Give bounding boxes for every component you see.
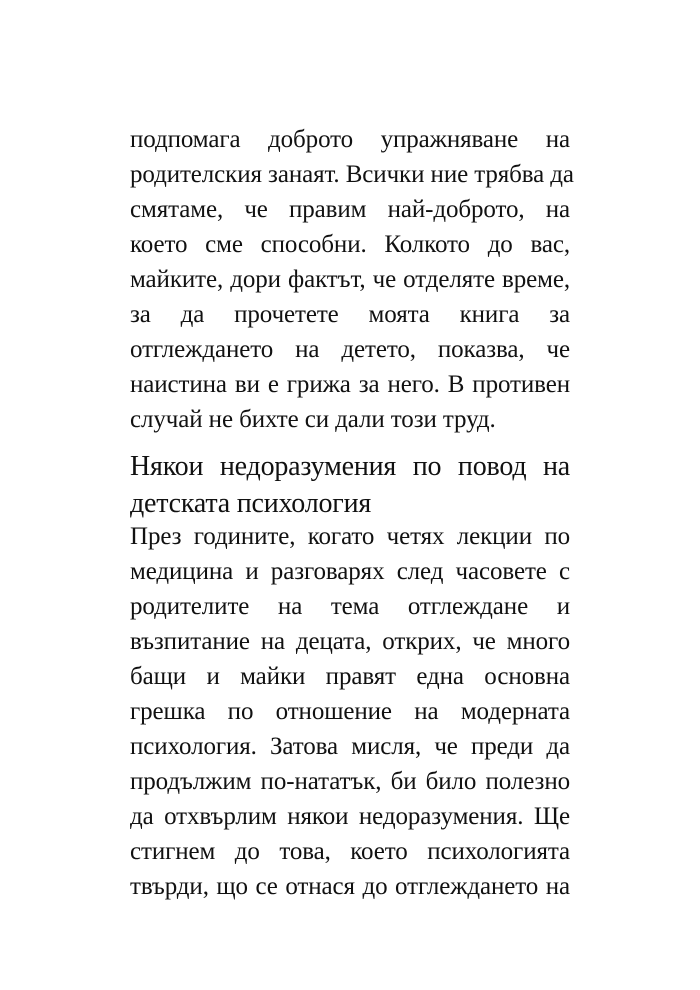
text-line: смятаме, че правим най-доброто, на: [130, 196, 570, 223]
text-line: подпомага доброто упражняване на: [130, 126, 570, 153]
text-line: наистина ви е грижа за него. В противен: [130, 371, 570, 398]
text-line: твърди, що се отнася до отглеждането на: [130, 873, 570, 900]
paragraph-body: [130, 519, 570, 904]
text-line: бащи и майки правят една основна: [130, 663, 570, 690]
text-line: продължим по-нататък, би било полезно: [130, 768, 570, 795]
text-line: През годините, когато четях лекции по: [130, 523, 570, 550]
text-line: грешка по отношение на модерната: [130, 698, 570, 725]
text-line: което сме способни. Колкото до вас,: [130, 231, 570, 258]
text-line: случай не бихте си дали този труд.: [130, 406, 496, 433]
text-line: да отхвърлим някои недоразумения. Ще: [130, 803, 570, 830]
text-line: майките, дори фактът, че отделяте време,: [130, 266, 570, 293]
paragraph-intro: [130, 122, 574, 437]
text-line: за да прочетете моята книга за: [130, 301, 570, 328]
section-heading: [130, 448, 570, 522]
text-line: отглеждането на детето, показва, че: [130, 336, 570, 363]
text-line: възпитание на децата, открих, че много: [130, 628, 570, 655]
heading-line: детската психология: [130, 488, 372, 519]
text-line: медицина и разговарях след часовете с: [130, 558, 570, 585]
text-line: стигнем до това, което психологията: [130, 838, 570, 865]
text-line: родителите на тема отглеждане и: [130, 593, 570, 620]
text-line: психология. Затова мисля, че преди да: [130, 733, 570, 760]
heading-line: Някои недоразумения по повод на: [130, 451, 570, 482]
text-line: родителския занаят. Всички ние трябва да: [130, 161, 574, 188]
